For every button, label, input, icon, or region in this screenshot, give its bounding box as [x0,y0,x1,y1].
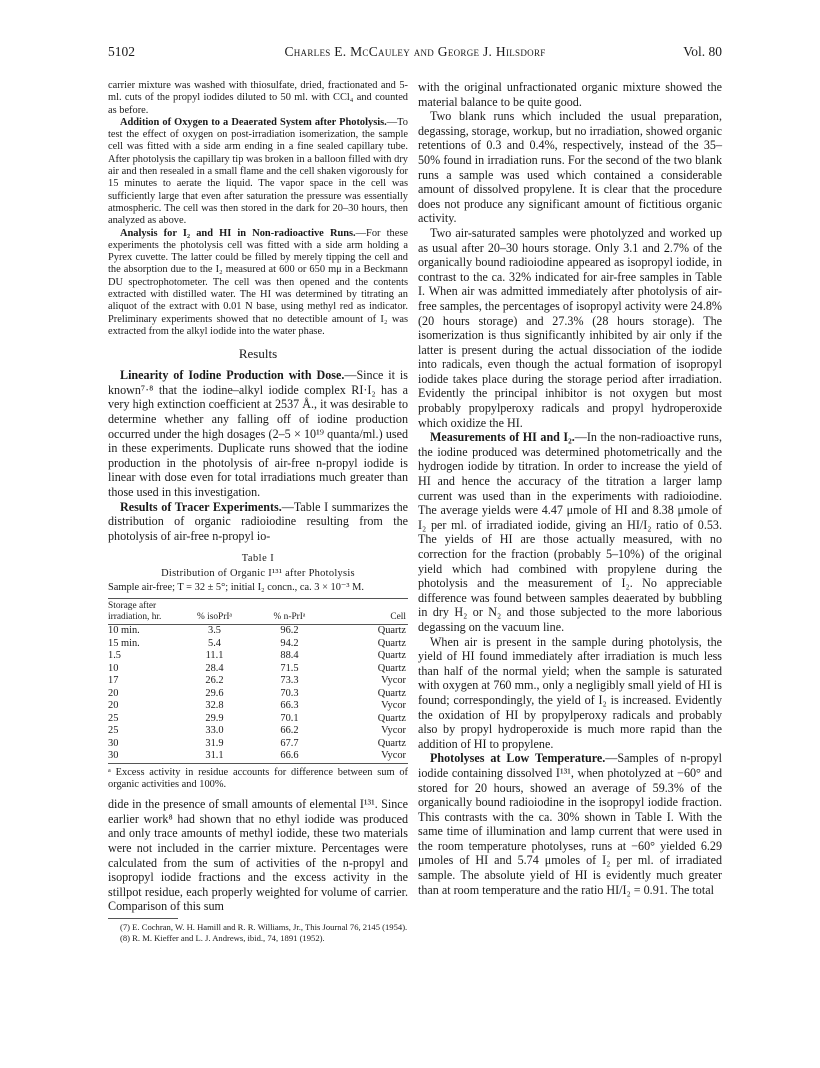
storage-cell: 30 [108,750,119,762]
isopropyl-cell: 32.8 [205,700,224,712]
paragraph-air-saturated: Two air-saturated samples were photolyzed and worked up as usual after 20–30 hours storage. Only 3.1 and 2.7% of the organically bound radioiodine appeared as isopropyl iodide, in contrast to the ca. 32% indicated for air-free samples in Table I. When air was admitted immediately after photolysis of air-free samples, the percentages of isopropyl activity were 24.8% (20 hours storage) and 27.3% (28 hours storage). The isomerization is thus significantly inhibited by air only if the latter is present during the actual dissociation of the iodide into radicals, even though the actual formation of isopropyl iodide takes place during the storage period after irradiation. Evidently the principal inhibitor is not oxygen but most probably propylperoxy radicals and propyl hydroperoxide which oxidize the HI. [418,225,722,430]
storage-cell: 20 [108,700,119,712]
cell-type-cell: Quartz [377,687,406,699]
isopropyl-cell: 5.4 [208,637,221,649]
storage-cell: 17 [108,675,119,687]
n-propyl-cell: 66.2 [280,725,299,737]
cell-type-cell: Vycor [381,750,406,762]
cell-type-cell: Quartz [377,625,406,637]
n-propyl-cell: 66.3 [280,700,299,712]
table-row [108,625,408,638]
right-column [418,80,722,897]
footnote-rule [108,918,178,919]
isopropyl-cell: 28.4 [205,662,224,674]
heading-measurements: Measurements of HI and I₂. [430,430,575,445]
cell-type-cell: Quartz [377,737,406,749]
text-low-temperature: —Samples of n-propyl iodide containing dissolved I¹³¹, when photolyzed at −60° and stored for 20 hours, showed an average of 59.3% of the organically bound radioiodine in the isopropyl iodide fraction. This contrasts with the ca. 30% shown in Table I. With the same time of illumination and lamp current that were used in the room temperature photolyses, runs at −60° yielded 6.29 μmoles of HI and 5.74 μmoles of I₂ per ml. of irradiated sample. The absolute yield of HI is evidently much greater than at room temperature and the ratio HI/I₂ = 0.91. The total [418,751,722,897]
paragraph-analysis [108,228,408,339]
paragraph-linearity [108,368,408,499]
column-header-n-propyl: % n-PrIᵃ [252,599,327,625]
reference-list [108,922,408,944]
page-header [108,44,722,62]
paragraph-blank-runs: Two blank runs which included the usual preparation, degassing, storage, workup, but no irradiation, showed organic retentions of 0.3 and 0.4%, respectively, instead of the 35–50% found in irradiation runs. For the second of the two blank runs a sample was used which contained a considerable amount of dissolved propylene. It is clear that the procedure does not produce any significant amount of fictitious organic activity. [418,109,722,226]
heading-tracer: Results of Tracer Experiments. [120,499,282,514]
cell-type-cell: Quartz [377,637,406,649]
column-header-isopropyl: % isoPrIᵃ [177,599,252,625]
storage-cell: 25 [108,712,119,724]
paragraph-air-present: When air is present in the sample during photolysis, the yield of HI found immediately after irradiation is much less than half of the normal yield; when the sample is saturated with oxygen at 760 mm., only a negligibly small yield of HI is found; correspondingly, the yield of I₂ is increased. Evidently the oxidation of HI by propylperoxy radicals and probably also by propyl hydroperoxide is much more rapid than the addition of HI to propylene. [418,634,722,751]
paragraph-material-balance: with the original unfractionated organic mixture showed the material balance to be quite good. [418,80,722,109]
table-caption: Table I [241,553,275,565]
volume-number: Vol. 80 [683,44,722,59]
paragraph-oxygen-addition [108,117,408,228]
section-heading-results: Results [238,346,278,362]
text-oxygen-addition: —To test the effect of oxygen on post-irradiation isomerization, the sample cell was fitted with a side arm ending in a fine sealed capillary tube. After photolysis the capillary tip was broken in a balloon filled with dry air and then resealed in a small flame and the cell shaken vigorously for 15 minutes to aerate the liquid. The vapor space in the cell was sufficiently large that even after saturation the pressure was essentially atmospheric. The cell was then stored in the dark for 20–30 hours, then analyzed as above. [108,116,408,227]
table-row [108,675,408,688]
heading-linearity: Linearity of Iodine Production with Dose. [120,368,345,383]
n-propyl-cell: 67.7 [280,737,299,749]
storage-cell: 30 [108,737,119,749]
heading-low-temperature: Photolyses at Low Temperature. [430,751,606,766]
isopropyl-cell: 29.9 [205,712,224,724]
table-row [108,663,408,676]
storage-cell: 15 min. [108,637,140,649]
table-title: Distribution of Organic I¹³¹ after Photolysis [161,568,355,580]
isopropyl-cell: 31.9 [205,737,224,749]
column-header-storage: Storage after irradiation, hr. [108,599,177,625]
cell-type-cell: Quartz [377,650,406,662]
table-body [108,625,408,764]
table-row [108,688,408,701]
n-propyl-cell: 70.1 [280,712,299,724]
reference-8: (8) R. M. Kieffer and L. J. Andrews, ibid., 74, 1891 (1952). [120,933,325,944]
reference-7: (7) E. Cochran, W. H. Hamill and R. R. Williams, Jr., This Journal 76, 2145 (1954). [120,922,408,933]
table-row [108,750,408,763]
text-linearity: —Since it is known⁷·⁸ that the iodine–alkyl iodide complex RI·I₂ has a very high extinction coefficient at 2537 Å., it was desirable to determine whether any falling off of iodine production occurred under the high dosages (2–5 × 10¹⁹ quanta/ml.) used in these experiments. Duplicate runs showed that the iodine production in the photolysis of air-free n-propyl iodide is linear with dose even for total irradiations much greater than those used in this investigation. [108,368,408,499]
n-propyl-cell: 70.3 [280,687,299,699]
column-header-cell: Cell [327,599,408,625]
storage-cell: 10 [108,662,119,674]
isopropyl-cell: 31.1 [205,750,224,762]
table-header-row [108,599,408,625]
cell-type-cell: Vycor [381,700,406,712]
isopropyl-cell: 3.5 [208,625,221,637]
paragraph-measurements [418,430,722,634]
cell-type-cell: Vycor [381,675,406,687]
isopropyl-cell: 33.0 [205,725,224,737]
table-row [108,713,408,726]
text-analysis: —For these experiments the photolysis cell was fitted with a side arm holding a Pyrex cuvette. The latter could be filled by merely tipping the cell and the absorption due to the I₂ measured at 600 or 650 mμ in a Beckmann DU spectrophotometer. The cell was then opened and the contents extracted with distilled water. The HI was determined by titrating an aliquot of the extract with 0.01 N base, using methyl red as indicator. Preliminary experiments showed that no detectible amount of I₂ was extracted from the alkyl iodide into the water phase. [108,227,408,337]
table-footnote: ᵃ Excess activity in residue accounts for difference between sum of organic activities and 100%. [108,766,408,790]
heading-analysis: Analysis for I₂ and HI in Non-radioactive Runs. [120,227,356,239]
text-measurements: —In the non-radioactive runs, the iodine produced was determined photometrically and the hydrogen iodide by titration. In order to increase the yield of HI and hence the accuracy of the titration a larger lamp current was used than in the experiments with radioiodine. The average yields were 4.47 μmole of HI and 8.38 μmole of I₂ per ml. of irradiated iodide, giving an HI/I₂ ratio of 0.53. The yields of HI are those actually measured, with no correction for the fraction (probably 5–10%) of the original yield which had combined with propylene during the photolysis and the measurement of I₂. No appreciable difference was found between samples deaerated by bubbling in dry H₂ or N₂ and those subjected to the more laborious degassing on the vacuum line. [418,430,722,634]
left-column [108,80,408,944]
paragraph-low-temperature [418,751,722,897]
n-propyl-cell: 88.4 [280,650,299,662]
table-row [108,725,408,738]
n-propyl-cell: 66.6 [280,750,299,762]
cell-type-cell: Quartz [377,712,406,724]
storage-cell: 20 [108,687,119,699]
table-row [108,738,408,751]
table-block [108,553,408,791]
n-propyl-cell: 94.2 [280,637,299,649]
paragraph-tracer [108,500,408,544]
table-conditions: Sample air-free; T = 32 ± 5°; initial I₂ concn., ca. 3 × 10⁻³ M. [108,582,364,594]
n-propyl-cell: 71.5 [280,662,299,674]
paragraph-carrier: carrier mixture was washed with thiosulfate, dried, fractionated and 5-ml. cuts of the propyl iodides diluted to 50 ml. with CCl₄ and counted as before. [108,80,408,116]
storage-cell: 1.5 [108,650,121,662]
table-row [108,650,408,663]
paragraph-tracer-continued: dide in the presence of small amounts of elemental I¹³¹. Since earlier work⁸ had shown that no ethyl iodide was produced and only trace amounts of methyl iodide, these two materials were not included in the carrier mixture. Percentages were calculated from the sum of activities of the n-propyl and isopropyl iodide fractions and the excess activity in the stillpot residue, each properly weighted for volume of carrier. Comparison of this sum [108,797,408,914]
text-tracer: —Table I summarizes the distribution of organic radioiodine resulting from the photolysis of air-free n-propyl io- [108,499,408,543]
table-row [108,638,408,651]
n-propyl-cell: 96.2 [280,625,299,637]
data-table [108,598,408,763]
running-authors: Charles E. McCauley and George J. Hilsdorf [284,44,546,59]
page-number: 5102 [108,44,135,59]
isopropyl-cell: 26.2 [205,675,224,687]
table-row [108,700,408,713]
n-propyl-cell: 73.3 [280,675,299,687]
storage-cell: 10 min. [108,625,140,637]
cell-type-cell: Vycor [381,725,406,737]
heading-oxygen-addition: Addition of Oxygen to a Deaerated System after Photolysis. [120,116,387,128]
cell-type-cell: Quartz [377,662,406,674]
isopropyl-cell: 11.1 [205,650,224,662]
storage-cell: 25 [108,725,119,737]
isopropyl-cell: 29.6 [205,687,224,699]
